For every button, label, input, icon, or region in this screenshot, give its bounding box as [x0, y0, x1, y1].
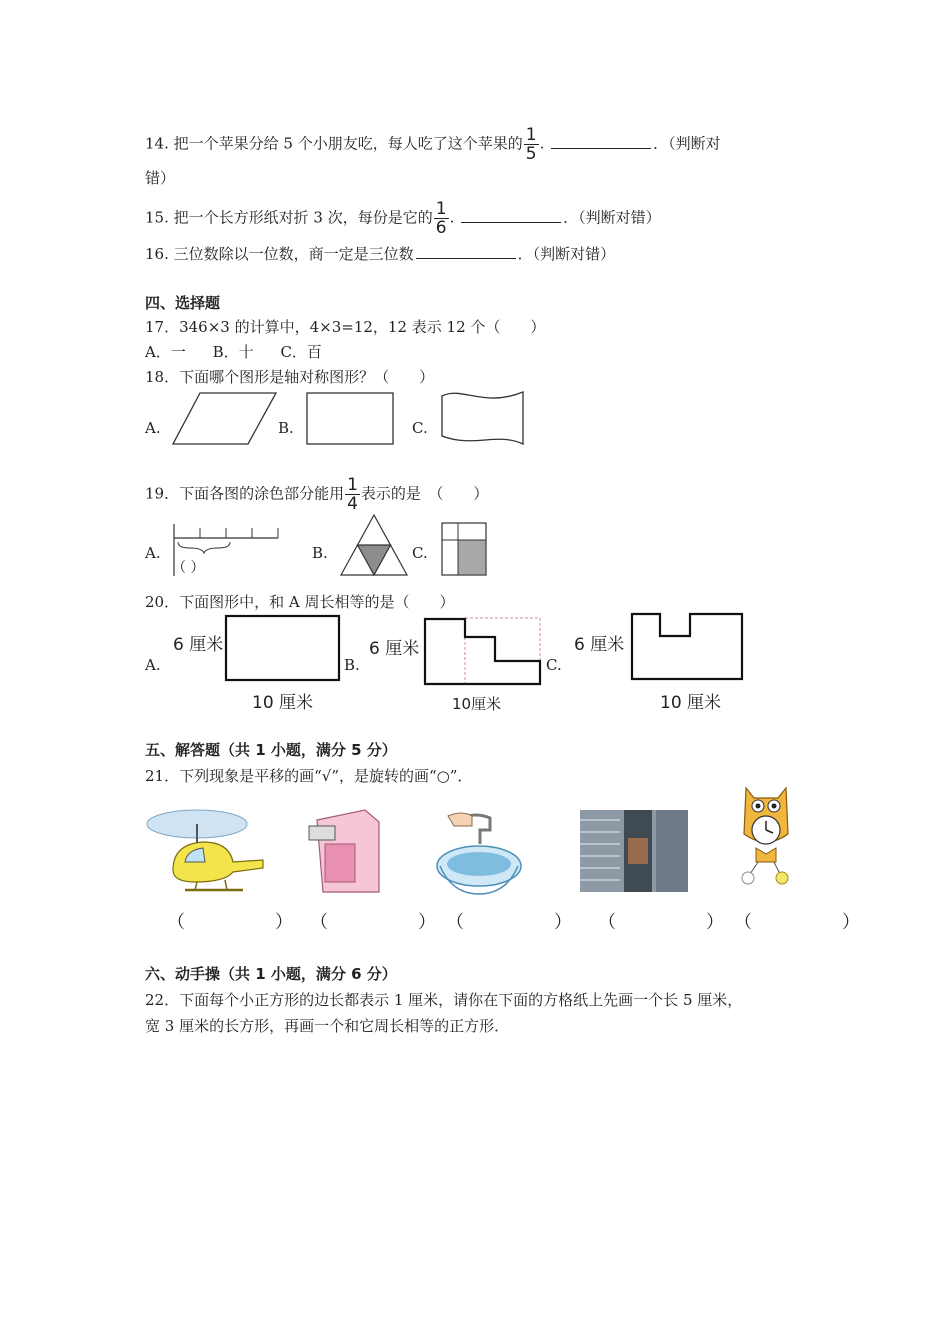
- question-14: [145, 126, 721, 163]
- question-22-line1: 22．下面每个小正方形的边长都表示 1 厘米，请你在下面的方格纸上先画一个长 5 厘米，: [145, 991, 743, 1009]
- q18-label-b[interactable]: B.: [278, 419, 294, 437]
- q17-options: [145, 342, 322, 362]
- q18-parallelogram[interactable]: [170, 390, 280, 448]
- q14-hint-cont: 错）: [145, 169, 176, 187]
- q14-frac-den: 5: [525, 144, 537, 164]
- q14-text: 把一个苹果分给 5 个小朋友吃，每人吃了这个苹果的: [173, 134, 523, 153]
- question-22-line2: 宽 3 厘米的长方形，再画一个和它周长相等的正方形．: [145, 1017, 510, 1035]
- juicer-picture: [303, 800, 388, 898]
- q21-answer-2[interactable]: （ ）: [310, 912, 454, 933]
- q21-answer-4[interactable]: （ ）: [598, 912, 742, 933]
- question-20: 20．下面图形中，和 A 周长相等的是（ ）: [145, 593, 455, 611]
- q14-number: 14.: [145, 134, 169, 153]
- section-6-title: 六、动手操（共 1 小题，满分 6 分）: [145, 965, 397, 983]
- q14-frac-num: 1: [525, 125, 537, 145]
- q19-text-post: 表示的是 （ ）: [360, 484, 489, 503]
- q20-shape-a[interactable]: [223, 613, 343, 685]
- q15-frac-num: 1: [435, 199, 447, 219]
- q19-label-c[interactable]: C.: [412, 544, 428, 562]
- q17-option-a[interactable]: A．一: [145, 343, 186, 361]
- q20-label-a[interactable]: A.: [145, 656, 161, 674]
- q16-hint: ．（判断对错）: [517, 245, 616, 263]
- q21-answer-1[interactable]: （ ）: [167, 912, 311, 933]
- q20-b-height-label: 6 厘米: [369, 639, 420, 659]
- section-4-title: 四、选择题: [145, 294, 221, 312]
- q20-label-c[interactable]: C.: [546, 656, 562, 674]
- question-18: 18．下面哪个图形是轴对称图形？（ ）: [145, 368, 435, 386]
- q14-answer-blank[interactable]: [551, 134, 651, 149]
- q15-number: 15.: [145, 208, 169, 227]
- q20-c-height-label: 6 厘米: [574, 635, 625, 655]
- owl-clock-picture: [736, 784, 796, 888]
- q15-text: 把一个长方形纸对折 3 次，每份是它的: [173, 208, 433, 227]
- q21-answer-5[interactable]: （ ）: [734, 912, 878, 933]
- q20-a-width-label: 10 厘米: [252, 693, 314, 713]
- q20-a-height-label: 6 厘米: [173, 635, 224, 655]
- q14-after: .: [539, 134, 545, 153]
- q15-hint: ．（判断对错）: [563, 208, 661, 227]
- q20-shape-b[interactable]: [421, 615, 543, 687]
- elevator-building-picture: [578, 808, 690, 894]
- q19-label-a[interactable]: A.: [145, 544, 161, 562]
- q18-label-c[interactable]: C.: [412, 419, 428, 437]
- q20-label-b[interactable]: B.: [344, 656, 360, 674]
- faucet-sink-picture: [432, 808, 527, 898]
- q18-wavy-flag[interactable]: [438, 388, 528, 448]
- q19-triangle-figure[interactable]: [338, 512, 410, 578]
- question-15: [145, 200, 661, 237]
- question-16: [145, 244, 615, 264]
- q19-square-figure[interactable]: [438, 520, 490, 578]
- helicopter-picture: [145, 800, 270, 898]
- q15-fraction: [434, 200, 449, 237]
- question-19: [145, 476, 488, 513]
- q15-answer-blank[interactable]: [461, 208, 561, 223]
- q19-brace-paren: （ ）: [172, 560, 205, 576]
- q20-shape-c[interactable]: [628, 611, 748, 683]
- q20-c-width-label: 10 厘米: [660, 693, 722, 713]
- q16-text: 三位数除以一位数，商一定是三位数: [173, 245, 414, 263]
- q19-label-b[interactable]: B.: [312, 544, 328, 562]
- q19-frac-den: 4: [347, 494, 358, 514]
- question-21: 21．下列现象是平移的画“√”，是旋转的画“○”．: [145, 767, 473, 785]
- q21-answer-3[interactable]: （ ）: [446, 912, 590, 933]
- q15-frac-den: 6: [435, 218, 447, 238]
- q18-label-a[interactable]: A.: [145, 419, 161, 437]
- q16-number: 16.: [145, 245, 169, 263]
- q14-hint: ．（判断对: [653, 134, 721, 153]
- q19-text-pre: 19．下面各图的涂色部分能用: [145, 484, 345, 503]
- section-5-title: 五、解答题（共 1 小题，满分 5 分）: [145, 741, 397, 759]
- q17-option-c[interactable]: C．百: [280, 343, 322, 361]
- q19-fraction: [345, 476, 360, 513]
- q14-fraction: [524, 126, 539, 163]
- q20-b-width-label: 10厘米: [452, 695, 502, 713]
- q17-option-b[interactable]: B．十: [212, 343, 254, 361]
- q16-answer-blank[interactable]: [416, 244, 516, 259]
- question-17: 17．346×3 的计算中，4×3=12，12 表示 12 个（ ）: [145, 318, 546, 336]
- q15-after: .: [449, 208, 455, 227]
- q19-frac-num: 1: [347, 475, 358, 495]
- q18-rectangle[interactable]: [303, 390, 397, 448]
